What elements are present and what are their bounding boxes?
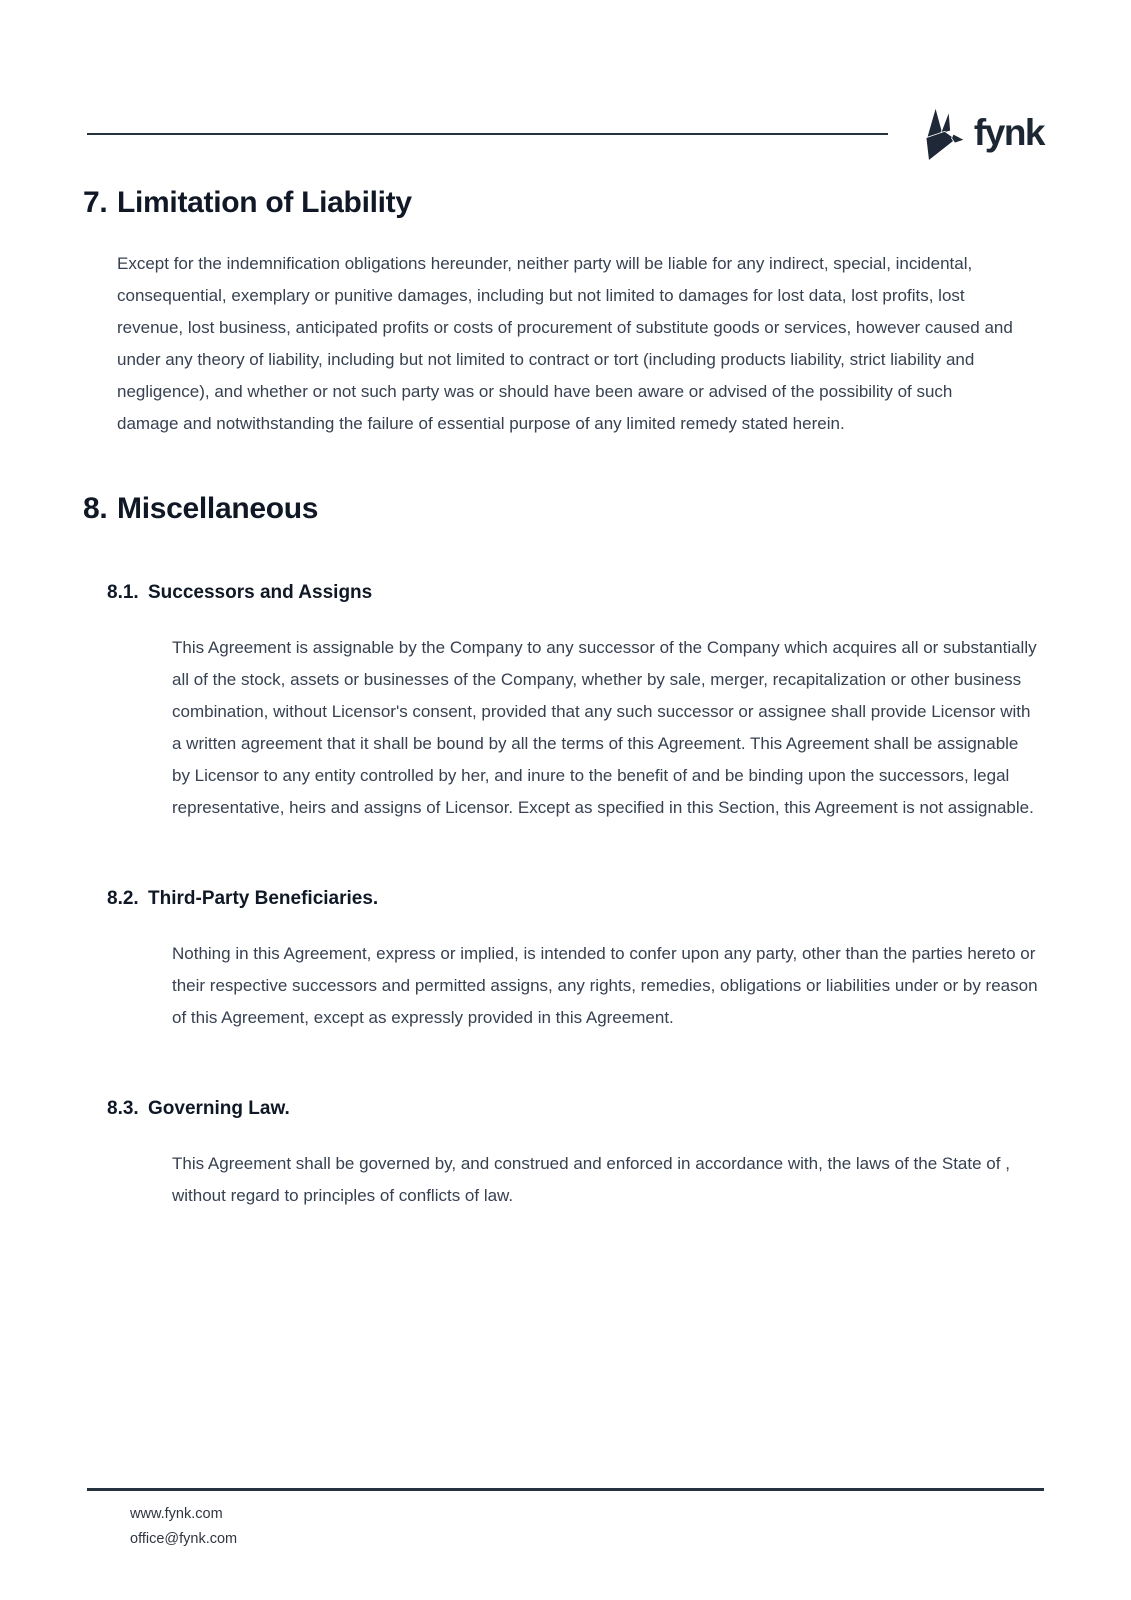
brand-wordmark: fynk — [973, 111, 1044, 153]
subsection-successors-and-assigns — [107, 580, 1044, 824]
subsection-title: Governing Law. — [148, 1098, 290, 1119]
document-body — [83, 170, 1044, 1212]
subsection-heading — [107, 580, 1044, 606]
subsection-title: Successors and Assigns — [148, 582, 373, 603]
footer-email: office@fynk.com — [130, 1531, 238, 1547]
subsection-paragraph: This Agreement is assignable by the Company to any successor of the Company which acquires all or substantially all of the stock, assets or businesses of the Company, whether by sale, merger, recapitalization or other business combination, without Licensor's consent, provided that any such successor or assignee shall provide Licensor with a written agreement that it shall be bound by all the terms of this Agreement. This Agreement shall be assignable by Licensor to any entity controlled by her, and inure to the benefit of and be binding upon the successors, legal representative, heirs and assigns of Licensor. Except as specified in this Section, this Agreement is not assignable. — [172, 638, 1037, 817]
section-heading — [83, 490, 1044, 528]
footer-contact — [130, 1502, 1044, 1552]
section-number: 7. — [83, 186, 108, 219]
section-limitation-of-liability — [83, 184, 1044, 440]
footer-rule — [87, 1488, 1044, 1491]
subsection-number: 8.1. — [107, 582, 139, 603]
section-paragraph: Except for the indemnification obligations hereunder, neither party will be liable for any indirect, special, incidental, consequential, exemplary or punitive damages, including but not limited to damages for lost data, lost profits, lost revenue, lost business, anticipated profits or costs of procurement of substitute goods or services, however caused and under any theory of liability, including but not limited to contract or tort (including products liability, strict liability and negligence), and whether or not such party was or should have been aware or advised of the possibility of such damage and notwithstanding the failure of essential purpose of any limited remedy stated herein. — [117, 254, 1013, 433]
document-footer — [87, 1488, 1044, 1552]
subsection-heading — [107, 886, 1044, 912]
subsection-paragraph: Nothing in this Agreement, express or implied, is intended to confer upon any party, other than the parties hereto or their respective successors and permitted assigns, any rights, remedies, obligations or liabilities under or by reason of this Agreement, except as expressly provided in this Agreement. — [172, 944, 1038, 1027]
section-miscellaneous — [83, 490, 1044, 1212]
subsection-heading — [107, 1096, 1044, 1122]
subsection-governing-law — [107, 1096, 1044, 1212]
subsection-number: 8.3. — [107, 1098, 139, 1119]
footer-website: www.fynk.com — [130, 1506, 223, 1522]
header-rule — [87, 133, 888, 135]
subsection-paragraph: This Agreement shall be governed by, and construed and enforced in accordance with, the laws of the State of , without regard to principles of conflicts of law. — [172, 1154, 1010, 1205]
section-title: Limitation of Liability — [117, 186, 412, 219]
section-heading — [83, 184, 1044, 222]
brand-logo — [918, 101, 1044, 167]
document-header — [87, 98, 1044, 170]
subsection-number: 8.2. — [107, 888, 139, 909]
subsection-third-party-beneficiaries — [107, 886, 1044, 1034]
section-number: 8. — [83, 492, 108, 525]
origami-bird-icon — [918, 101, 966, 167]
section-title: Miscellaneous — [117, 492, 319, 525]
subsection-title: Third-Party Beneficiaries. — [148, 888, 379, 909]
